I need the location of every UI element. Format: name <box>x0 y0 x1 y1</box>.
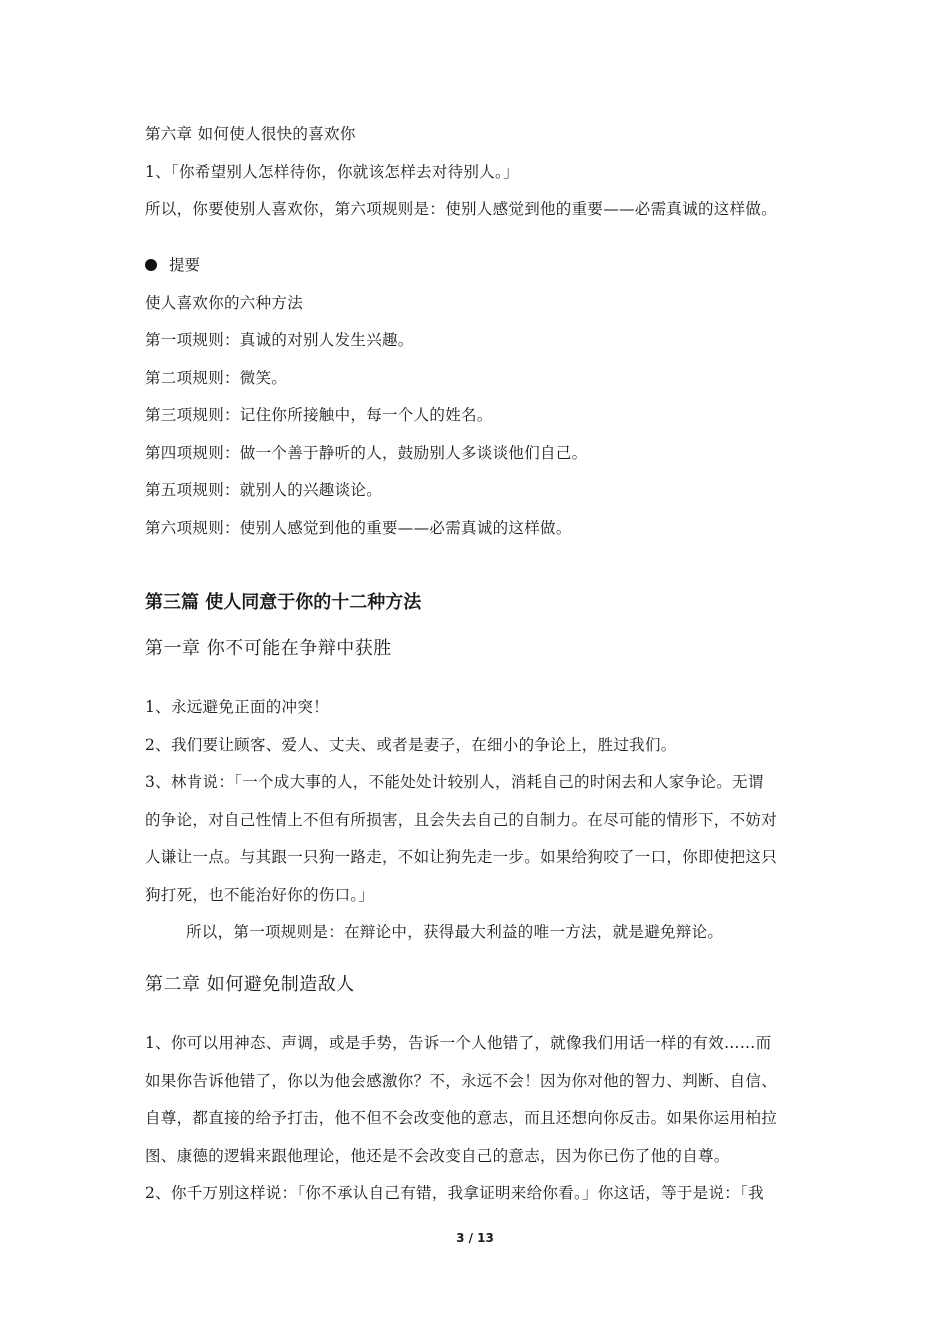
chapter-1-title: 第一章 你不可能在争辩中获胜 <box>145 638 392 659</box>
page-number: 3 / 13 <box>456 1231 494 1245</box>
paragraph-line: 的争论，对自己性情上不但有所损害，且会失去自己的自制力。在尽可能的情形下，不妨对 <box>145 811 778 829</box>
paragraph-line: 所以，你要使别人喜欢你，第六项规则是：使别人感觉到他的重要——必需真诚的这样做。 <box>145 200 778 218</box>
paragraph-line: 狗打死，也不能治好你的伤口。」 <box>145 886 375 904</box>
paragraph-line: 1、你可以用神态、声调，或是手势，告诉一个人他错了，就像我们用话一样的有效……而 <box>145 1034 772 1052</box>
bullet-dot-icon <box>145 259 157 271</box>
paragraph-line: 2、我们要让顾客、爱人、丈夫、或者是妻子，在细小的争论上，胜过我们。 <box>145 736 677 754</box>
paragraph-line: 如果你告诉他错了，你以为他会感激你？不，永远不会！因为你对他的智力、判断、自信、 <box>145 1072 778 1090</box>
rule-item: 第五项规则：就别人的兴趣谈论。 <box>145 481 383 499</box>
paragraph-line: 1、「你希望别人怎样待你，你就该怎样去对待别人。」 <box>145 163 519 181</box>
paragraph-line: 1、永远避免正面的冲突！ <box>145 698 329 716</box>
rule-item: 第二项规则：微笑。 <box>145 369 288 387</box>
rule-item: 第四项规则：做一个善于静听的人，鼓励别人多谈谈他们自己。 <box>145 444 588 462</box>
chapter-6-title: 第六章 如何使人很快的喜欢你 <box>145 125 356 143</box>
part-3-title: 第三篇 使人同意于你的十二种方法 <box>145 592 422 613</box>
paragraph-line: 人谦让一点。与其跟一只狗一路走，不如让狗先走一步。如果给狗咬了一口，你即使把这只 <box>145 848 778 866</box>
paragraph-line: 2、你千万别这样说：「你不承认自己有错，我拿证明来给你看。」你这话，等于是说：「我 <box>145 1184 764 1202</box>
paragraph-line: 3、林肯说：「一个成大事的人，不能处处计较别人，消耗自己的时闲去和人家争论。无谓 <box>145 773 764 791</box>
summary-heading: 使人喜欢你的六种方法 <box>145 294 304 312</box>
summary-bullet <box>145 255 200 275</box>
rule-item: 第三项规则：记住你所接触中，每一个人的姓名。 <box>145 406 493 424</box>
summary-label: 提要 <box>169 256 201 274</box>
rule-item: 第六项规则：使别人感觉到他的重要——必需真诚的这样做。 <box>145 519 572 537</box>
paragraph-line: 所以，第一项规则是：在辩论中，获得最大利益的唯一方法，就是避免辩论。 <box>186 923 724 941</box>
paragraph-line: 图、康德的逻辑来跟他理论，他还是不会改变自己的意志，因为你已伤了他的自尊。 <box>145 1147 730 1165</box>
rule-item: 第一项规则：真诚的对别人发生兴趣。 <box>145 331 414 349</box>
chapter-2-title: 第二章 如何避免制造敌人 <box>145 974 355 995</box>
paragraph-line: 自尊，都直接的给予打击，他不但不会改变他的意志，而且还想向你反击。如果你运用柏拉 <box>145 1109 778 1127</box>
